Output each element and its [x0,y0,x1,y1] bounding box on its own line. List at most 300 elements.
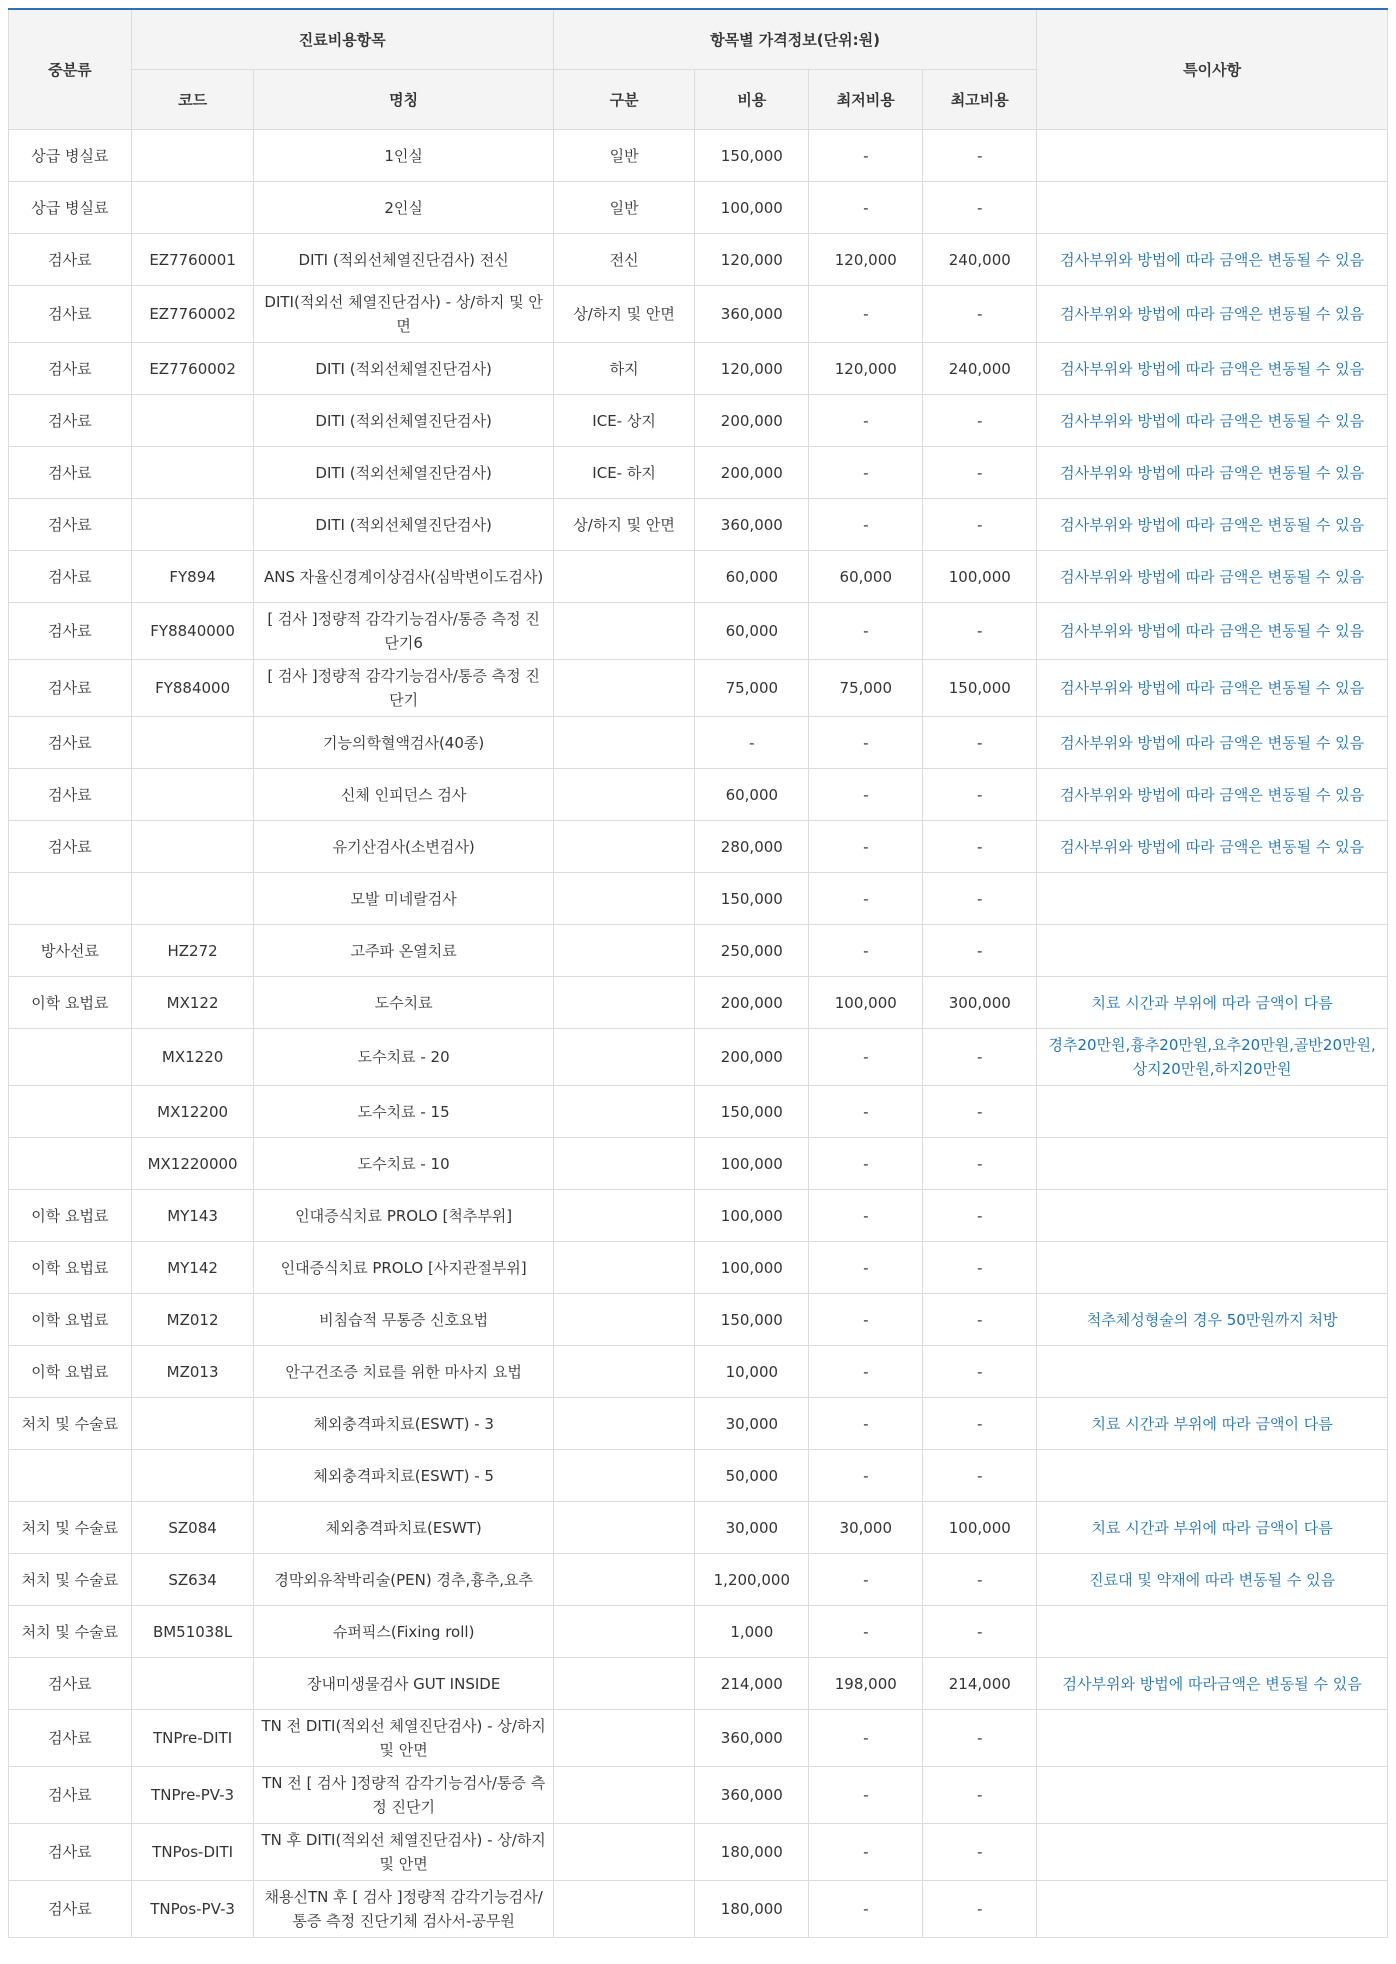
table-row [9,1767,1388,1824]
table-row [9,873,1388,925]
cell-category: 검사료 [9,499,132,551]
cell-max-cost: - [923,499,1037,551]
cell-cost: 1,000 [695,1606,809,1658]
cell-cost: 360,000 [695,286,809,343]
cell-min-cost: - [809,717,923,769]
header-jungbunryu: 중분류 [9,9,132,130]
cell-code: HZ272 [131,925,254,977]
cell-cost: 60,000 [695,769,809,821]
cell-special-note: 검사부위와 방법에 따라 금액은 변동될 수 있음 [1037,603,1388,660]
cell-category: 상급 병실료 [9,182,132,234]
table-row [9,1242,1388,1294]
table-row [9,395,1388,447]
cell-max-cost: - [923,1450,1037,1502]
price-table [8,8,1388,1938]
cell-cost: 100,000 [695,1242,809,1294]
cell-cost: 60,000 [695,603,809,660]
cell-special-note: 치료 시간과 부위에 따라 금액이 다름 [1037,1502,1388,1554]
cell-min-cost: 30,000 [809,1502,923,1554]
header-cost: 비용 [695,70,809,130]
cell-code: MY143 [131,1190,254,1242]
table-header [9,9,1388,130]
cell-special-note: 검사부위와 방법에 따라 금액은 변동될 수 있음 [1037,447,1388,499]
cell-cost: 150,000 [695,1086,809,1138]
cell-min-cost: 60,000 [809,551,923,603]
table-row [9,1658,1388,1710]
table-row [9,821,1388,873]
cell-gubun [553,603,695,660]
cell-cost: 280,000 [695,821,809,873]
cell-min-cost: 75,000 [809,660,923,717]
cell-special-note: 치료 시간과 부위에 따라 금액이 다름 [1037,1398,1388,1450]
cell-gubun [553,717,695,769]
cell-gubun [553,925,695,977]
cell-special-note [1037,1450,1388,1502]
cell-min-cost: 198,000 [809,1658,923,1710]
cell-special-note [1037,1086,1388,1138]
cell-gubun: 일반 [553,182,695,234]
cell-category: 검사료 [9,343,132,395]
table-row [9,769,1388,821]
cell-cost: 30,000 [695,1398,809,1450]
cell-special-note: 진료대 및 약재에 따라 변동될 수 있음 [1037,1554,1388,1606]
cell-max-cost: - [923,873,1037,925]
cell-category [9,1138,132,1190]
cell-code: TNPos-DITI [131,1824,254,1881]
cell-cost: 1,200,000 [695,1554,809,1606]
cell-special-note [1037,130,1388,182]
cell-max-cost: - [923,1242,1037,1294]
cell-name: TN 전 [ 검사 ]정량적 감각기능검사/통증 측정 진단기 [254,1767,553,1824]
cell-category: 이학 요법료 [9,1294,132,1346]
cell-code: MZ013 [131,1346,254,1398]
cell-gubun [553,1606,695,1658]
cell-special-note [1037,1710,1388,1767]
cell-min-cost: - [809,1450,923,1502]
cell-special-note [1037,1346,1388,1398]
cell-category: 처치 및 수술료 [9,1606,132,1658]
cell-category: 검사료 [9,1767,132,1824]
cell-min-cost: - [809,395,923,447]
cell-min-cost: 120,000 [809,343,923,395]
cell-special-note [1037,1242,1388,1294]
cell-min-cost: - [809,925,923,977]
cell-max-cost: 214,000 [923,1658,1037,1710]
cell-code: FY894 [131,551,254,603]
cell-code [131,1658,254,1710]
cell-cost: 120,000 [695,234,809,286]
cell-gubun [553,1658,695,1710]
cell-special-note: 치료 시간과 부위에 따라 금액이 다름 [1037,977,1388,1029]
cell-cost: 150,000 [695,873,809,925]
cell-max-cost: - [923,1710,1037,1767]
cell-name: 체외충격파치료(ESWT) [254,1502,553,1554]
cell-min-cost: - [809,821,923,873]
cell-category: 방사선료 [9,925,132,977]
cell-min-cost: - [809,447,923,499]
cell-special-note [1037,1138,1388,1190]
cell-cost: 200,000 [695,395,809,447]
cell-gubun: ICE- 상지 [553,395,695,447]
cell-cost: 100,000 [695,1190,809,1242]
cell-min-cost: - [809,1086,923,1138]
cell-special-note: 검사부위와 방법에 따라 금액은 변동될 수 있음 [1037,551,1388,603]
cell-min-cost: - [809,1029,923,1086]
cell-max-cost: 150,000 [923,660,1037,717]
table-row [9,925,1388,977]
cell-gubun: 하지 [553,343,695,395]
table-row [9,1294,1388,1346]
cell-name: 고주파 온열치료 [254,925,553,977]
cell-category: 검사료 [9,234,132,286]
cell-min-cost: - [809,603,923,660]
table-row [9,182,1388,234]
cell-category: 이학 요법료 [9,977,132,1029]
cell-max-cost: - [923,395,1037,447]
cell-max-cost: - [923,1398,1037,1450]
cell-max-cost: 100,000 [923,1502,1037,1554]
table-row [9,286,1388,343]
cell-min-cost: - [809,499,923,551]
cell-min-cost: - [809,1294,923,1346]
cell-gubun [553,1190,695,1242]
cell-gubun: 상/하지 및 안면 [553,286,695,343]
cell-cost: 214,000 [695,1658,809,1710]
cell-gubun [553,1767,695,1824]
cell-cost: 120,000 [695,343,809,395]
table-row [9,551,1388,603]
cell-code: MX122 [131,977,254,1029]
cell-category: 검사료 [9,717,132,769]
cell-code: EZ7760002 [131,286,254,343]
cell-gubun [553,1881,695,1938]
cell-name: 인대증식치료 PROLO [척추부위] [254,1190,553,1242]
cell-max-cost: - [923,769,1037,821]
cell-name: DITI (적외선체열진단검사) 전신 [254,234,553,286]
cell-cost: 200,000 [695,447,809,499]
cell-code [131,1450,254,1502]
table-row [9,603,1388,660]
cell-max-cost: - [923,1606,1037,1658]
cell-min-cost: 100,000 [809,977,923,1029]
cell-name: TN 후 DITI(적외선 체열진단검사) - 상/하지 및 안면 [254,1824,553,1881]
cell-category: 이학 요법료 [9,1242,132,1294]
cell-min-cost: - [809,873,923,925]
cell-special-note [1037,182,1388,234]
header-code: 코드 [131,70,254,130]
cell-code: EZ7760002 [131,343,254,395]
cell-name: TN 전 DITI(적외선 체열진단검사) - 상/하지 및 안면 [254,1710,553,1767]
cell-special-note: 검사부위와 방법에 따라 금액은 변동될 수 있음 [1037,769,1388,821]
cell-max-cost: - [923,1190,1037,1242]
table-row [9,1881,1388,1938]
cell-category [9,1086,132,1138]
table-row [9,499,1388,551]
cell-gubun [553,1710,695,1767]
cell-cost: - [695,717,809,769]
cell-special-note: 검사부위와 방법에 따라 금액은 변동될 수 있음 [1037,343,1388,395]
cell-name: ANS 자율신경계이상검사(심박변이도검사) [254,551,553,603]
cell-gubun [553,660,695,717]
cell-code: BM51038L [131,1606,254,1658]
cell-name: 도수치료 [254,977,553,1029]
cell-special-note [1037,1767,1388,1824]
cell-special-note [1037,1881,1388,1938]
cell-category: 이학 요법료 [9,1346,132,1398]
cell-min-cost: - [809,1606,923,1658]
table-row [9,1086,1388,1138]
cell-min-cost: - [809,1346,923,1398]
cell-code [131,395,254,447]
cell-max-cost: - [923,130,1037,182]
cell-max-cost: - [923,286,1037,343]
cell-min-cost: 120,000 [809,234,923,286]
cell-min-cost: - [809,182,923,234]
cell-cost: 10,000 [695,1346,809,1398]
cell-cost: 150,000 [695,1294,809,1346]
cell-code: SZ084 [131,1502,254,1554]
cell-name: DITI (적외선체열진단검사) [254,447,553,499]
cell-gubun [553,551,695,603]
cell-cost: 150,000 [695,130,809,182]
cell-min-cost: - [809,1881,923,1938]
cell-special-note: 검사부위와 방법에 따라 금액은 변동될 수 있음 [1037,660,1388,717]
cell-max-cost: - [923,447,1037,499]
cell-name: 2인실 [254,182,553,234]
cell-gubun [553,1346,695,1398]
cell-special-note: 검사부위와 방법에 따라 금액은 변동될 수 있음 [1037,234,1388,286]
cell-gubun [553,1138,695,1190]
table-row [9,717,1388,769]
cell-category: 검사료 [9,603,132,660]
cell-gubun [553,1824,695,1881]
table-row [9,234,1388,286]
cell-max-cost: - [923,1029,1037,1086]
cell-min-cost: - [809,1398,923,1450]
cell-category: 검사료 [9,286,132,343]
header-max: 최고비용 [923,70,1037,130]
cell-name: 모발 미네랄검사 [254,873,553,925]
table-row [9,660,1388,717]
cell-category: 처치 및 수술료 [9,1398,132,1450]
cell-max-cost: - [923,1346,1037,1398]
cell-category: 이학 요법료 [9,1190,132,1242]
cell-gubun: 전신 [553,234,695,286]
cell-gubun [553,1502,695,1554]
cell-min-cost: - [809,130,923,182]
cell-gubun [553,1450,695,1502]
cell-special-note: 검사부위와 방법에 따라 금액은 변동될 수 있음 [1037,821,1388,873]
cell-name: 유기산검사(소변검사) [254,821,553,873]
header-group-price: 항목별 가격정보(단위:원) [553,9,1036,70]
table-row [9,343,1388,395]
cell-min-cost: - [809,769,923,821]
cell-code: MX12200 [131,1086,254,1138]
cell-max-cost: 240,000 [923,343,1037,395]
cell-max-cost: 240,000 [923,234,1037,286]
table-row [9,130,1388,182]
cell-code: MX1220000 [131,1138,254,1190]
cell-name: DITI (적외선체열진단검사) [254,499,553,551]
cell-code: EZ7760001 [131,234,254,286]
cell-gubun [553,873,695,925]
cell-cost: 100,000 [695,182,809,234]
cell-special-note: 검사부위와 방법에 따라 금액은 변동될 수 있음 [1037,286,1388,343]
cell-special-note: 검사부위와 방법에 따라금액은 변동될 수 있음 [1037,1658,1388,1710]
cell-name: 기능의학혈액검사(40종) [254,717,553,769]
cell-gubun: ICE- 하지 [553,447,695,499]
cell-name: 신체 인피던스 검사 [254,769,553,821]
cell-name: [ 검사 ]정량적 감각기능검사/통증 측정 진단기 [254,660,553,717]
cell-max-cost: - [923,1554,1037,1606]
cell-category: 검사료 [9,821,132,873]
cell-name: 안구건조증 치료를 위한 마사지 요법 [254,1346,553,1398]
cell-category: 검사료 [9,769,132,821]
cell-name: 경막외유착박리술(PEN) 경추,흉추,요추 [254,1554,553,1606]
cell-name: 채용신TN 후 [ 검사 ]정량적 감각기능검사/통증 측정 진단기체 검사서-공무원 [254,1881,553,1938]
cell-cost: 250,000 [695,925,809,977]
cell-code: FY8840000 [131,603,254,660]
cell-max-cost: - [923,1824,1037,1881]
header-group-item: 진료비용항목 [131,9,553,70]
cell-max-cost: 300,000 [923,977,1037,1029]
cell-special-note [1037,1606,1388,1658]
cell-name: 체외충격파치료(ESWT) - 3 [254,1398,553,1450]
cell-gubun [553,1294,695,1346]
cell-cost: 100,000 [695,1138,809,1190]
cell-code: MY142 [131,1242,254,1294]
cell-category: 상급 병실료 [9,130,132,182]
cell-name: DITI (적외선체열진단검사) [254,343,553,395]
cell-name: 도수치료 - 20 [254,1029,553,1086]
cell-category [9,1450,132,1502]
cell-max-cost: - [923,1767,1037,1824]
cell-name: 체외충격파치료(ESWT) - 5 [254,1450,553,1502]
cell-name: 도수치료 - 10 [254,1138,553,1190]
cell-code: FY884000 [131,660,254,717]
cell-name: 도수치료 - 15 [254,1086,553,1138]
header-row-1 [9,9,1388,70]
cell-max-cost: - [923,182,1037,234]
cell-name: 비침습적 무통증 신호요법 [254,1294,553,1346]
cell-cost: 200,000 [695,977,809,1029]
cell-code [131,499,254,551]
cell-category: 검사료 [9,660,132,717]
cell-name: 슈퍼픽스(Fixing roll) [254,1606,553,1658]
cell-code: SZ634 [131,1554,254,1606]
table-row [9,1502,1388,1554]
cell-max-cost: - [923,1881,1037,1938]
cell-max-cost: - [923,925,1037,977]
cell-category: 검사료 [9,447,132,499]
cell-min-cost: - [809,1554,923,1606]
header-gubun: 구분 [553,70,695,130]
cell-special-note: 검사부위와 방법에 따라 금액은 변동될 수 있음 [1037,499,1388,551]
cell-category: 검사료 [9,1824,132,1881]
cell-gubun [553,1242,695,1294]
cell-cost: 75,000 [695,660,809,717]
cell-code: TNPre-DITI [131,1710,254,1767]
cell-category: 검사료 [9,395,132,447]
cell-code [131,717,254,769]
cell-max-cost: - [923,717,1037,769]
cell-max-cost: - [923,1294,1037,1346]
cell-code [131,769,254,821]
cell-min-cost: - [809,1190,923,1242]
cell-min-cost: - [809,1767,923,1824]
table-row [9,1346,1388,1398]
cell-special-note [1037,1190,1388,1242]
table-row [9,1138,1388,1190]
table-row [9,1450,1388,1502]
table-row [9,977,1388,1029]
cell-cost: 50,000 [695,1450,809,1502]
cell-special-note [1037,873,1388,925]
cell-cost: 180,000 [695,1824,809,1881]
cell-code: MX1220 [131,1029,254,1086]
cell-gubun [553,1398,695,1450]
cell-gubun: 상/하지 및 안면 [553,499,695,551]
cell-category: 검사료 [9,1710,132,1767]
cell-max-cost: - [923,821,1037,873]
cell-category: 처치 및 수술료 [9,1554,132,1606]
cell-gubun [553,1086,695,1138]
cell-max-cost: - [923,603,1037,660]
cell-max-cost: - [923,1138,1037,1190]
cell-cost: 360,000 [695,499,809,551]
cell-code [131,873,254,925]
table-row [9,1710,1388,1767]
cell-code [131,1398,254,1450]
table-row [9,1606,1388,1658]
cell-category: 검사료 [9,551,132,603]
cell-name: [ 검사 ]정량적 감각기능검사/통증 측정 진단기6 [254,603,553,660]
cell-min-cost: - [809,1138,923,1190]
cell-category: 검사료 [9,1881,132,1938]
cell-category: 처치 및 수술료 [9,1502,132,1554]
cell-code: TNPre-PV-3 [131,1767,254,1824]
cell-cost: 200,000 [695,1029,809,1086]
cell-special-note: 척추체성형술의 경우 50만원까지 처방 [1037,1294,1388,1346]
table-row [9,1824,1388,1881]
table-row [9,1029,1388,1086]
table-row [9,1554,1388,1606]
cell-code [131,821,254,873]
cell-name: 1인실 [254,130,553,182]
cell-code [131,130,254,182]
cell-cost: 60,000 [695,551,809,603]
cell-gubun: 일반 [553,130,695,182]
cell-gubun [553,1029,695,1086]
cell-name: 인대증식치료 PROLO [사지관절부위] [254,1242,553,1294]
cell-special-note: 검사부위와 방법에 따라 금액은 변동될 수 있음 [1037,395,1388,447]
cell-cost: 360,000 [695,1710,809,1767]
header-special: 특이사항 [1037,9,1388,130]
cell-gubun [553,1554,695,1606]
cell-min-cost: - [809,286,923,343]
cell-special-note [1037,925,1388,977]
cell-category [9,1029,132,1086]
cell-code: TNPos-PV-3 [131,1881,254,1938]
cell-code: MZ012 [131,1294,254,1346]
cell-min-cost: - [809,1242,923,1294]
header-min: 최저비용 [809,70,923,130]
table-body [9,130,1388,1938]
cell-gubun [553,769,695,821]
cell-cost: 180,000 [695,1881,809,1938]
cell-category [9,873,132,925]
cell-min-cost: - [809,1824,923,1881]
